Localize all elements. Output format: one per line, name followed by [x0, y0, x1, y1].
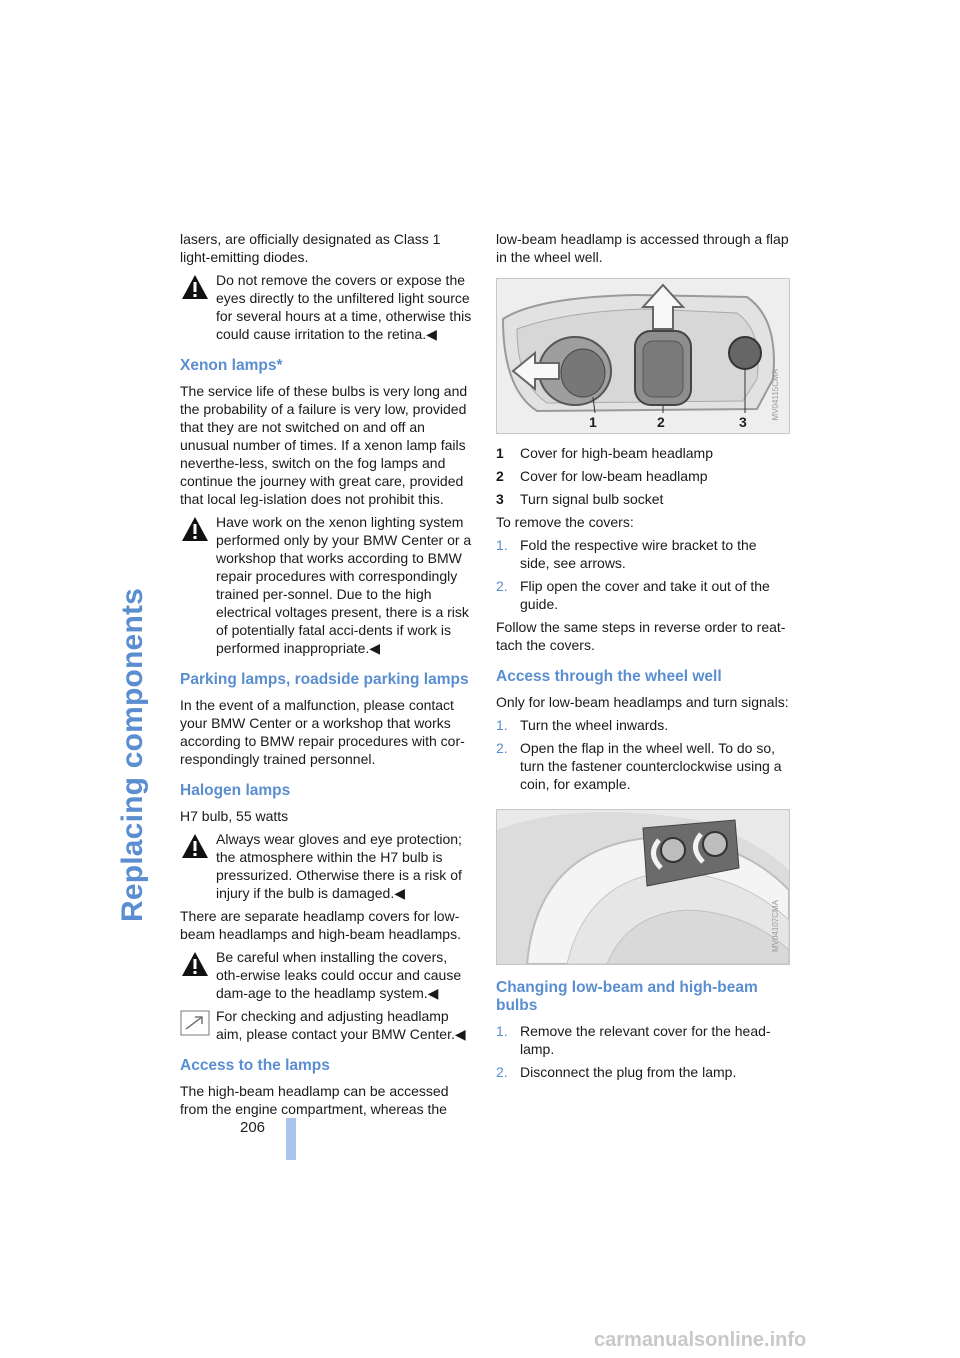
- legend-item: 1 Cover for high-beam headlamp: [496, 445, 713, 461]
- warning-triangle-icon: [180, 832, 210, 860]
- section-title: [114, 228, 152, 928]
- remove-steps-list: [496, 536, 790, 613]
- note-block: [180, 1007, 474, 1043]
- list-item: 1. Remove the relevant cover for the head-lamp.: [496, 1023, 771, 1057]
- left-column: [180, 230, 474, 1123]
- headlamp-illustration: [497, 279, 789, 433]
- list-item: 2. Open the flap in the wheel well. To do so, turn the fastener counterclockwise using a coin, for example.: [496, 740, 782, 792]
- figure-label-1: 1: [589, 414, 597, 430]
- heading-changing-bulbs: Changing low-beam and high-beam bulbs: [496, 979, 758, 1014]
- warning-block: [180, 513, 474, 657]
- heading-wheel-well: Access through the wheel well: [496, 668, 722, 685]
- figure-label-3: 3: [739, 414, 747, 430]
- warning-block: [180, 948, 474, 1002]
- access-paragraph: The high-beam headlamp can be accessed from the engine compartment, whereas the: [180, 1083, 449, 1117]
- list-item: 1. Turn the wheel inwards.: [496, 717, 669, 733]
- warning-triangle-icon: [180, 515, 210, 543]
- warning-block: [180, 830, 474, 902]
- page-number-bar: [286, 1118, 296, 1160]
- warning-text: Be careful when installing the covers, oth-erwise leaks could occur and cause dam-age to the headlamp system.◀: [216, 949, 462, 1001]
- covers-paragraph: There are separate headlamp covers for low-beam headlamps and high-beam headlamps.: [180, 908, 461, 942]
- legend-item: 2 Cover for low-beam headlamp: [496, 468, 708, 484]
- wheel-well-illustration: [497, 810, 789, 964]
- warning-block: [180, 271, 474, 343]
- wheel-steps-list: [496, 716, 790, 793]
- right-column: [496, 230, 790, 1086]
- wheel-intro: Only for low-beam headlamps and turn signals:: [496, 694, 789, 710]
- figure-code: MV04115CMA: [771, 369, 780, 421]
- warning-triangle-icon: [180, 273, 210, 301]
- warning-text: Do not remove the covers or expose the eyes directly to the unfiltered light source for several hours at a time, otherwise this could cause irritation to the retina.◀: [216, 272, 472, 342]
- note-arrow-icon: [180, 1009, 210, 1037]
- warning-triangle-icon: [180, 950, 210, 978]
- list-item: 2. Flip open the cover and take it out of the guide.: [496, 578, 770, 612]
- heading-xenon-lamps: Xenon lamps*: [180, 357, 283, 374]
- warning-text: Always wear gloves and eye protection; the atmosphere within the H7 bulb is pressurized. Otherwise there is a risk of injury if the bulb is damaged.◀: [216, 831, 462, 901]
- remove-intro: To remove the covers:: [496, 514, 634, 530]
- parking-paragraph: In the event of a malfunction, please contact your BMW Center or a workshop that works according to BMW repair procedures with cor-respondingly trained personnel.: [180, 697, 465, 767]
- heading-access-lamps: Access to the lamps: [180, 1057, 330, 1074]
- continued-paragraph: low-beam headlamp is accessed through a flap in the wheel well.: [496, 231, 789, 265]
- headlamp-figure: [496, 278, 790, 434]
- figure-label-2: 2: [657, 414, 665, 430]
- legend-item: 3 Turn signal bulb socket: [496, 491, 664, 507]
- wheel-well-figure: [496, 809, 790, 965]
- warning-text: Have work on the xenon lighting system performed only by your BMW Center or a workshop that works according to BMW repair procedures with correspondingly trained per-sonnel. Due to the high electrical voltages present, there is a risk of potentially fatal acci-dents if work is performed inappropriate.◀: [216, 514, 472, 656]
- intro-paragraph: lasers, are officially designated as Class 1 light-emitting diodes.: [180, 231, 441, 265]
- figure-legend: [496, 444, 790, 508]
- page-number: 206: [240, 1119, 266, 1136]
- list-item: 2. Disconnect the plug from the lamp.: [496, 1064, 737, 1080]
- reattach-paragraph: Follow the same steps in reverse order to reat-tach the covers.: [496, 619, 786, 653]
- note-text: For checking and adjusting headlamp aim, please contact your BMW Center.◀: [216, 1008, 466, 1042]
- heading-halogen-lamps: Halogen lamps: [180, 782, 291, 799]
- figure-code: MV04107CMA: [771, 900, 780, 953]
- changing-steps-list: [496, 1022, 790, 1081]
- xenon-paragraph: The service life of these bulbs is very long and the probability of a failure is very low, provided that they are not switched on and off an unusual number of times. If a xenon lamp fails neverthe-less, switch on the fog lamps and continue the journey with great care, provided that local leg-islation does not prohibit this.: [180, 383, 468, 507]
- halogen-paragraph: H7 bulb, 55 watts: [180, 808, 289, 824]
- list-item: 1. Fold the respective wire bracket to the side, see arrows.: [496, 537, 757, 571]
- heading-parking-lamps: Parking lamps, roadside parking lamps: [180, 671, 469, 688]
- section-title-text: Replacing components: [116, 587, 149, 922]
- watermark: carmanualsonline.info: [594, 1329, 807, 1351]
